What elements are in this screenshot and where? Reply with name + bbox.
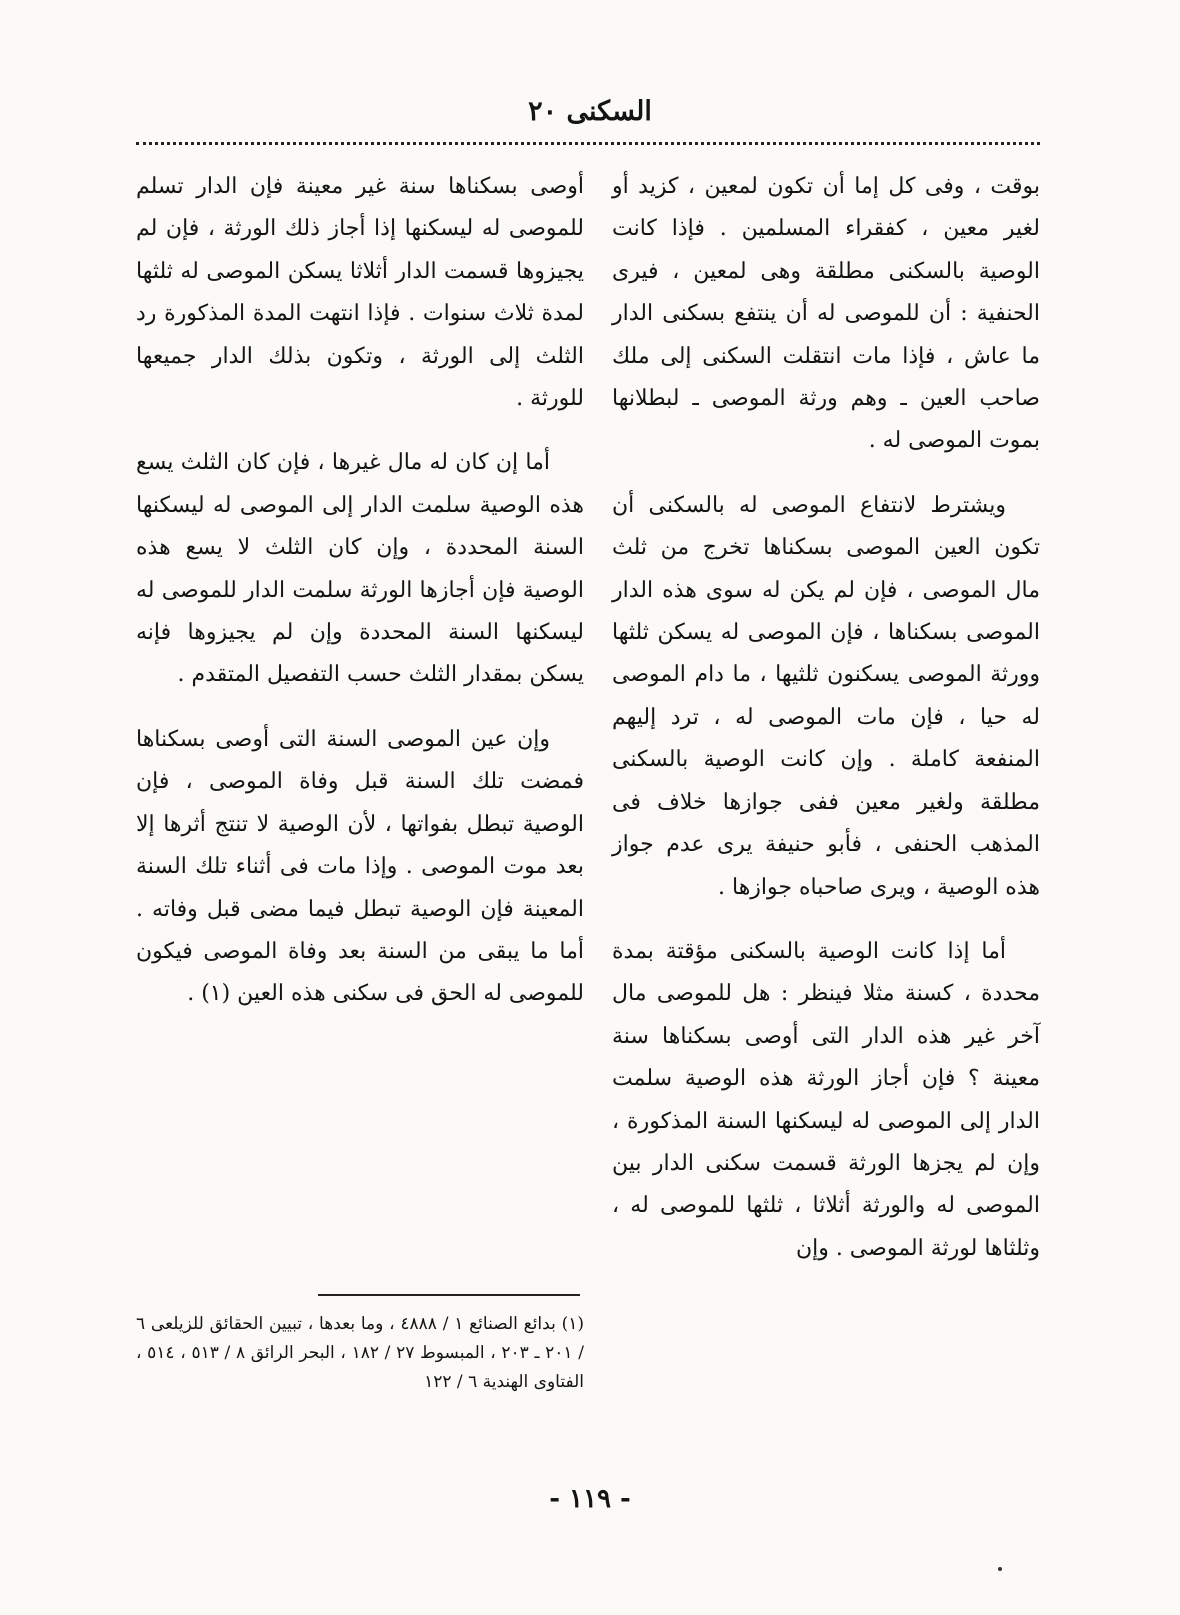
page-number: - ١١٩ - bbox=[549, 1484, 631, 1514]
header-dotted-rule bbox=[136, 142, 1040, 145]
left-paragraph-2: أما إن كان له مال غيرها ، فإن كان الثلث يسع هذه الوصية سلمت الدار إلى الموصى له ليسكنها السنة المحددة ، وإن كان الثلث لا يسع هذه الوصية فإن أجازها الورثة سلمت الدار للموصى له ليسكنها السنة المحددة وإن لم يجيزوها فإنه يسكن بمقدار الثلث حسب التفصيل المتقدم . bbox=[136, 450, 584, 688]
footnote-separator bbox=[318, 1294, 580, 1296]
right-column bbox=[612, 166, 1040, 1292]
footnote: (١) بدائع الصنائع ١ / ٤٨٨٨ ، وما بعدها ، تبيين الحقائق للزيلعى ٦ / ٢٠١ ـ ٢٠٣ ، المبسوط ٢٧ / ١٨٢ ، البحر الرائق ٨ / ٥١٣ ، ٥١٤ ، الفتاوى الهندية ٦ / ١٢٢ bbox=[136, 1314, 584, 1392]
scan-speck bbox=[998, 1567, 1002, 1571]
right-paragraph-1: بوقت ، وفى كل إما أن تكون لمعين ، كزيد أو لغير معين ، كفقراء المسلمين . فإذا كانت الوصية بالسكنى مطلقة وهى لمعين ، فيرى الحنفية : أن للموصى له أن ينتفع بسكنى الدار ما عاش ، فإذا مات انتقلت السكنى إلى ملك صاحب العين ـ وهم ورثة الموصى ـ لبطلانها بموت الموصى له . bbox=[612, 174, 1040, 454]
left-paragraph-3: وإن عين الموصى السنة التى أوصى بسكناها فمضت تلك السنة قبل وفاة الموصى ، فإن الوصية تبطل بفواتها ، لأن الوصية لا تنتج أثرها إلا بعد موت الموصى . وإذا مات فى أثناء تلك السنة المعينة فإن الوصية تبطل فيما مضى قبل وفاته . أما ما يبقى من السنة بعد وفاة الموصى فيكون للموصى له الحق فى سكنى هذه العين (١) . bbox=[136, 726, 584, 1007]
running-header-title: السكنى ٢٠ bbox=[528, 96, 652, 127]
left-paragraph-1: أوصى بسكناها سنة غير معينة فإن الدار تسلم للموصى له ليسكنها إذا أجاز ذلك الورثة ، فإن لم يجيزوها قسمت الدار أثلاثا يسكن الموصى له ثلثها لمدة ثلاث سنوات . فإذا انتهت المدة المذكورة رد الثلث إلى الورثة ، وتكون بذلك الدار جميعها للورثة . bbox=[136, 174, 584, 412]
right-paragraph-3: أما إذا كانت الوصية بالسكنى مؤقتة بمدة محددة ، كسنة مثلا فينظر : هل للموصى مال آخر غير هذه الدار التى أوصى بسكناها سنة معينة ؟ فإن أجاز الورثة هذه الوصية سلمت الدار إلى الموصى له ليسكنها السنة المذكورة ، وإن لم يجزها الورثة قسمت سكنى الدار بين الموصى له والورثة أثلاثا ، ثلثها للموصى له ، وثلثاها لورثة الموصى . وإن bbox=[612, 938, 1040, 1261]
right-paragraph-2: ويشترط لانتفاع الموصى له بالسكنى أن تكون العين الموصى بسكناها تخرج من ثلث مال الموصى ، فإن لم يكن له سوى هذه الدار الموصى بسكناها ، فإن الموصى له يسكن ثلثها وورثة الموصى يسكنون ثلثيها ، ما دام الموصى له حيا ، فإن مات الموصى له ، ترد إليهم المنفعة كاملة . وإن كانت الوصية بالسكنى مطلقة ولغير معين ففى جوازها خلاف فى المذهب الحنفى ، فأبو حنيفة يرى عدم جواز هذه الوصية ، ويرى صاحباه جوازها . bbox=[612, 492, 1040, 900]
left-column bbox=[136, 166, 584, 1038]
